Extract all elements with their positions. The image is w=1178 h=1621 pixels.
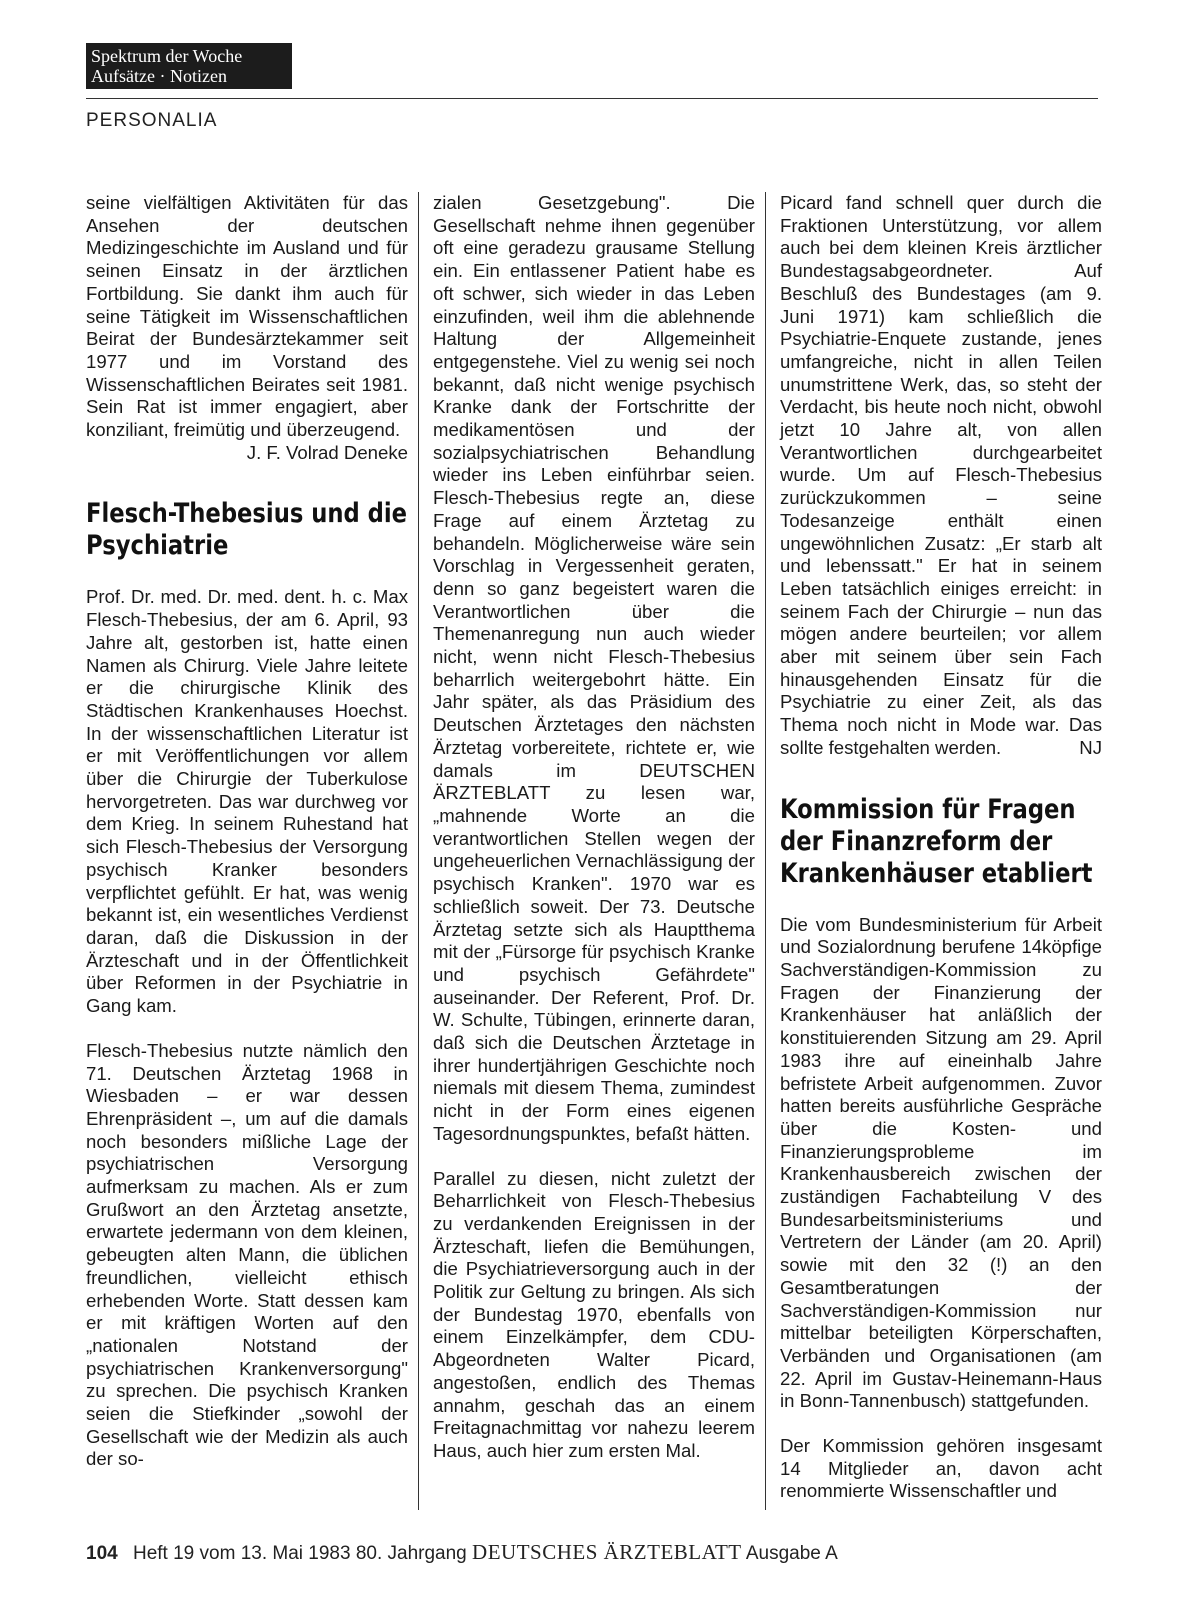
- column-2-paragraph-2: Parallel zu diesen, nicht zuletzt der Beharrlichkeit von Flesch-Thebesius zu verdankenden Ereignissen in der Ärzteschaft, liefen die Bemühungen, die Psychiatrieversorgung auch in der Politik zur Geltung zu bringen. Als sich der Bundestag 1970, ebenfalls von einem Einzelkämpfer, dem CDU-Abgeordneten Walter Picard, angestoßen, endlich des Themas annahm, geschah das an einem Freitagnachmittag vor nahezu leerem Haus, auch hier zum ersten Mal.: [433, 1167, 755, 1461]
- column-2: [433, 192, 755, 1485]
- page-footer: [86, 1540, 838, 1565]
- column-1-paragraph-3: Flesch-Thebesius nutzte nämlich den 71. Deutschen Ärztetag 1968 in Wiesbaden – er war dessen Ehrenpräsident –, um auf die damals noch besonders mißliche Lage der psychiatrischen Versorgung aufmerksam zu machen. Als er zum Grußwort an den Ärztetag ansetzte, erwartete jedermann von dem kleinen, gebeugten alten Mann, die üblichen freundlichen, vielleicht ethisch erhebenden Worte. Statt dessen kam er mit kräftigen Worten auf den „nationalen Notstand der psychiatrischen Krankenversorgung" zu sprechen. Die psychisch Kranken seien die Stiefkinder „sowohl der Gesellschaft wie der Medizin als auch der so-: [86, 1039, 408, 1470]
- column-divider-2: [765, 192, 766, 1510]
- header-line-1: Spektrum der Woche: [91, 46, 243, 66]
- issue-info: Heft 19 vom 13. Mai 1983 80. Jahrgang: [132, 1543, 467, 1564]
- column-3-paragraph-1: [780, 192, 1102, 760]
- column-1: [86, 192, 408, 1493]
- column-3: [780, 192, 1102, 1525]
- header-rule: [86, 98, 1098, 99]
- edition-label: Ausgabe A: [745, 1543, 838, 1564]
- journal-name: DEUTSCHES ÄRZTEBLATT: [472, 1540, 742, 1564]
- author-initials: NJ: [1079, 736, 1102, 758]
- column-3-paragraph-1-text: Picard fand schnell quer durch die Fraktionen Unterstützung, vor allem auch bei dem kleinen Kreis ärztlicher Bundestagsabgeordneter. Auf Beschluß des Bundestages (am 9. Juni 1971) kam schließlich die Psychiatrie-Enquete zustande, jenes umfangreiche, nicht in allen Teilen unumstrittene Werk, das, so steht der Verdacht, bis heute noch nicht, obwohl jetzt 10 Jahre alt, von allen Verantwortlichen durchgearbeitet wurde. Um auf Flesch-Thebesius zurückzukommen – seine Todesanzeige enthält einen ungewöhnlichen Zusatz: „Er starb alt und lebenssatt." Er hat in seinem Leben tatsächlich einiges erreicht: in seinem Fach der Chirurgie – nun das mögen andere beurteilen; vor allem aber mit seinem über sein Fach hinausgehenden Einsatz für die Psychiatrie zu einer Zeit, als das Thema noch nicht in Mode war. Das sollte festgehalten werden.: [780, 192, 1102, 758]
- column-1-paragraph-1: seine vielfältigen Aktivitäten für das Ansehen der deutschen Medizingeschichte im Ausland und für seinen Einsatz in der ärztlichen Fortbildung. Sie dankt ihm auch für seine Tätigkeit im Wissenschaftlichen Beirat der Bundesärztekammer seit 1977 und im Vorstand des Wissenschaftlichen Beirates seit 1981. Sein Rat ist immer engagiert, aber konziliant, freimütig und überzeugend.: [86, 192, 408, 441]
- section-label: PERSONALIA: [86, 110, 218, 131]
- page-number: 104: [86, 1543, 118, 1564]
- header-line-2: Aufsätze · Notizen: [91, 66, 227, 86]
- column-2-paragraph-1: zialen Gesetzgebung". Die Gesellschaft nehme ihnen gegenüber oft eine geradezu grausame Stellung ein. Ein entlassener Patient habe es oft schwer, sich wieder in das Leben einzufinden, weil ihm die ablehnende Haltung der Allgemeinheit entgegenstehe. Viel zu wenig sei noch bekannt, daß nicht wenige psychisch Kranke dank der Fortschritte der medikamentösen und der sozialpsychiatrischen Behandlung wieder ins Leben einführbar seien. Flesch-Thebesius regte an, diese Frage auf einem Ärztetag zu behandeln. Möglicherweise wäre sein Vorschlag in Vergessenheit geraten, denn so ganz begeistert waren die Verantwortlichen über die Themenanregung nun auch wieder nicht, wenn nicht Flesch-Thebesius beharrlich weitergebohrt hätte. Ein Jahr später, als das Präsidium des Deutschen Ärztetages den nächsten Ärztetag vorbereitete, richtete er, wie damals im DEUTSCHEN ÄRZTEBLATT zu lesen war, „mahnende Worte an die verantwortlichen Stellen wegen der ungeheuerlichen Vernachlässigung der psychisch Kranken". 1970 war es schließlich soweit. Der 73. Deutsche Ärztetag setzte sich als Hauptthema mit der „Fürsorge für psychisch Kranke und psychisch Gefährdete" auseinander. Der Referent, Prof. Dr. W. Schulte, Tübingen, erinnerte daran, daß sich die Deutschen Ärztetage in ihrer hundertjährigen Geschichte noch niemals mit diesem Thema, zumindest nicht in der Form eines eigenen Tagesordnungspunktes, befaßt hätten.: [433, 192, 755, 1144]
- author-signature: J. F. Volrad Deneke: [246, 441, 408, 463]
- article-headline-flesch-thebesius: Flesch-Thebesius und die Psychiatrie: [86, 498, 408, 562]
- column-3-paragraph-3: Der Kommission gehören insgesamt 14 Mitglieder an, davon acht renommierte Wissenschaftler und: [780, 1435, 1102, 1502]
- article-headline-kommission: Kommission für Fragen der Finanzreform der Krankenhäuser etabliert: [780, 793, 1093, 889]
- column-1-paragraph-2: Prof. Dr. med. Dr. med. dent. h. c. Max Flesch-Thebesius, der am 6. April, 93 Jahre alt, gestorben ist, hatte einen Namen als Chirurg. Viele Jahre leitete er die chirurgische Klinik des Städtischen Krankenhauses Hoechst. In der wissenschaftlichen Literatur ist er mit Veröffentlichungen vor allem über die Chirurgie der Tuberkulose hervorgetreten. Das war durchweg vor dem Krieg. In seinem Ruhestand hat sich Flesch-Thebesius der Versorgung psychisch Kranker besonders verpflichtet gefühlt. Er hat, was wenig bekannt ist, ein wesentliches Verdienst daran, daß die Diskussion in der Ärzteschaft und in der Öffentlichkeit über Reformen in der Psychiatrie in Gang kam.: [86, 586, 408, 1017]
- column-divider-1: [418, 192, 419, 1510]
- column-3-paragraph-2: Die vom Bundesministerium für Arbeit und Sozialordnung berufene 14köpfige Sachverständigen-Kommission zu Fragen der Finanzierung der Krankenhäuser hat anläßlich der konstituierenden Sitzung am 29. April 1983 ihre auf eineinhalb Jahre befristete Arbeit aufgenommen. Zuvor hatten bereits ausführliche Gespräche über die Kosten- und Finanzierungsprobleme im Krankenhausbereich zwischen der zuständigen Fachabteilung V des Bundesarbeitsministeriums und Vertretern der Länder (am 20. April) sowie mit den 32 (!) an den Gesamtberatungen der Sachverständigen-Kommission nur mittelbar beteiligten Körperschaften, Verbänden und Organisationen (am 22. April im Gustav-Heinemann-Haus in Bonn-Tannenbusch) stattgefunden.: [780, 913, 1102, 1412]
- section-header-box: [86, 43, 292, 89]
